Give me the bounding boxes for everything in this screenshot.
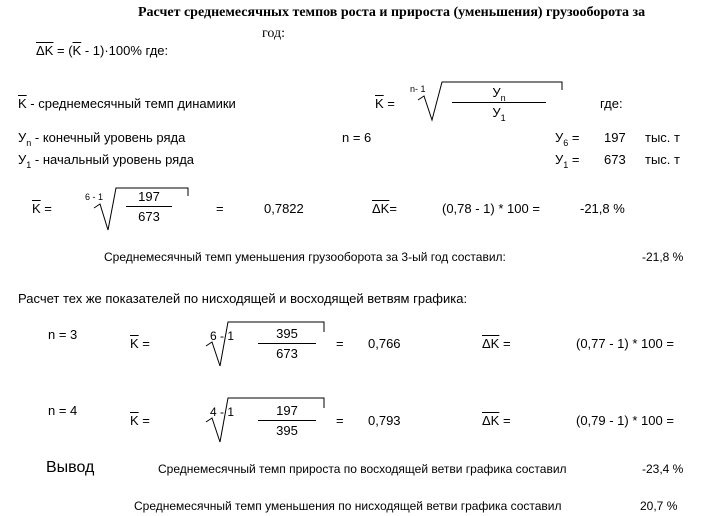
general-fraction-num: $У_n$ — [452, 86, 546, 103]
definition-k-text: - среднемесячный темп динамики — [30, 96, 236, 111]
main-formula-lhs: $\overline{\Delta K}$ — [36, 43, 54, 58]
general-formula-lhs — [375, 97, 395, 110]
calc-main-result: 0,7822 — [264, 201, 304, 216]
conclusion-line1-value: -23,4 % — [642, 462, 684, 476]
branch3-root-index: 6 - 1 — [210, 329, 235, 343]
calc-main-dk-result: -21,8 % — [580, 201, 625, 216]
y1-unit: тыс. т — [645, 152, 680, 167]
branch4-den: 395 — [276, 423, 298, 438]
branch3-dk: $\overline{\Delta K}$ = — [482, 336, 511, 351]
branch4-eq2: = — [336, 413, 344, 428]
definition-k — [18, 97, 236, 110]
main-formula — [36, 44, 168, 57]
y1-value: 673 — [604, 152, 626, 167]
definition-y1: $У_1$ - начальный уровень ряда — [18, 152, 195, 170]
branch3-dk-expr: (0,77 - 1) * 100 = — [576, 336, 674, 351]
general-where: где: — [600, 96, 623, 111]
conclusion-label: Вывод — [46, 459, 95, 476]
n-equals: n = 6 — [342, 130, 372, 145]
branch4-dk-expr: (0,79 - 1) * 100 = — [576, 413, 674, 428]
branch4-n: n = 4 — [48, 403, 78, 418]
main-formula-rest: - 1)·100% где: — [84, 43, 169, 58]
calc-main-lhs: $\overline{K}$ = — [32, 201, 52, 216]
calc-main-num: 197 — [126, 190, 172, 207]
branch4-num: 197 — [258, 404, 316, 421]
conclusion-line1: Среднемесячный темп прироста по восходящей ветви графика составил — [158, 462, 567, 476]
summary-text: Среднемесячный темп уменьшения грузооборота за 3-ый год составил: — [104, 250, 506, 264]
y6-unit: тыс. т — [645, 130, 680, 145]
conclusion-line2-value: 20,7 % — [640, 499, 678, 513]
main-formula-eq: = — [56, 43, 65, 58]
branch-heading: Расчет тех же показателей по нисходящей и восходящей ветвям графика: — [18, 291, 468, 306]
branch4-fraction — [258, 404, 316, 437]
title-line-2: год: — [262, 26, 286, 41]
summary-value: -21,8 % — [642, 250, 684, 264]
general-fraction-den: $У_1$ — [492, 105, 506, 123]
general-formula-eq: = — [387, 96, 395, 111]
main-formula-k: $\overline{K}$ — [72, 43, 82, 58]
branch4-result: 0,793 — [368, 413, 401, 428]
branch3-eq2: = — [336, 336, 344, 351]
y6-symbol: $У_6$ = — [555, 130, 580, 148]
branch3-fraction — [258, 327, 316, 360]
calc-main-dk: $\overline{\Delta K}=$ — [372, 201, 397, 216]
calc-main-den: 673 — [138, 209, 160, 224]
branch3-result: 0,766 — [368, 336, 401, 351]
general-fraction — [452, 85, 546, 123]
general-root-index: n- 1 — [410, 84, 426, 94]
title-line-1: Расчет среднемесячных темпов роста и прироста (уменьшения) грузооборота за — [138, 5, 646, 20]
definition-k-symbol: $\overline{K}$ — [18, 96, 27, 111]
branch3-lhs: $\overline{K}$ = — [130, 336, 150, 351]
y6-value: 197 — [604, 130, 626, 145]
calc-main-eq2: = — [216, 201, 224, 216]
branch4-dk: $\overline{\Delta K}$ = — [482, 413, 511, 428]
branch4-root-index: 4 - 1 — [210, 405, 235, 419]
branch3-num: 395 — [258, 327, 316, 344]
general-formula-k: $\overline{K}$ — [375, 96, 384, 111]
calc-main-fraction — [126, 190, 172, 223]
branch3-den: 673 — [276, 346, 298, 361]
calc-main-dk-expr: (0,78 - 1) * 100 = — [442, 201, 540, 216]
calc-main-root-index: 6 - 1 — [85, 192, 104, 202]
main-formula-open: ( — [68, 43, 73, 58]
y1-symbol: $У_1$ = — [555, 152, 580, 170]
branch4-lhs: $\overline{K}$ = — [130, 413, 150, 428]
conclusion-line2: Среднемесячный темп уменьшения по нисходящей ветви графика составил — [134, 499, 562, 513]
branch3-n: n = 3 — [48, 327, 78, 342]
definition-yn: $У_n$ - конечный уровень ряда — [18, 130, 186, 148]
